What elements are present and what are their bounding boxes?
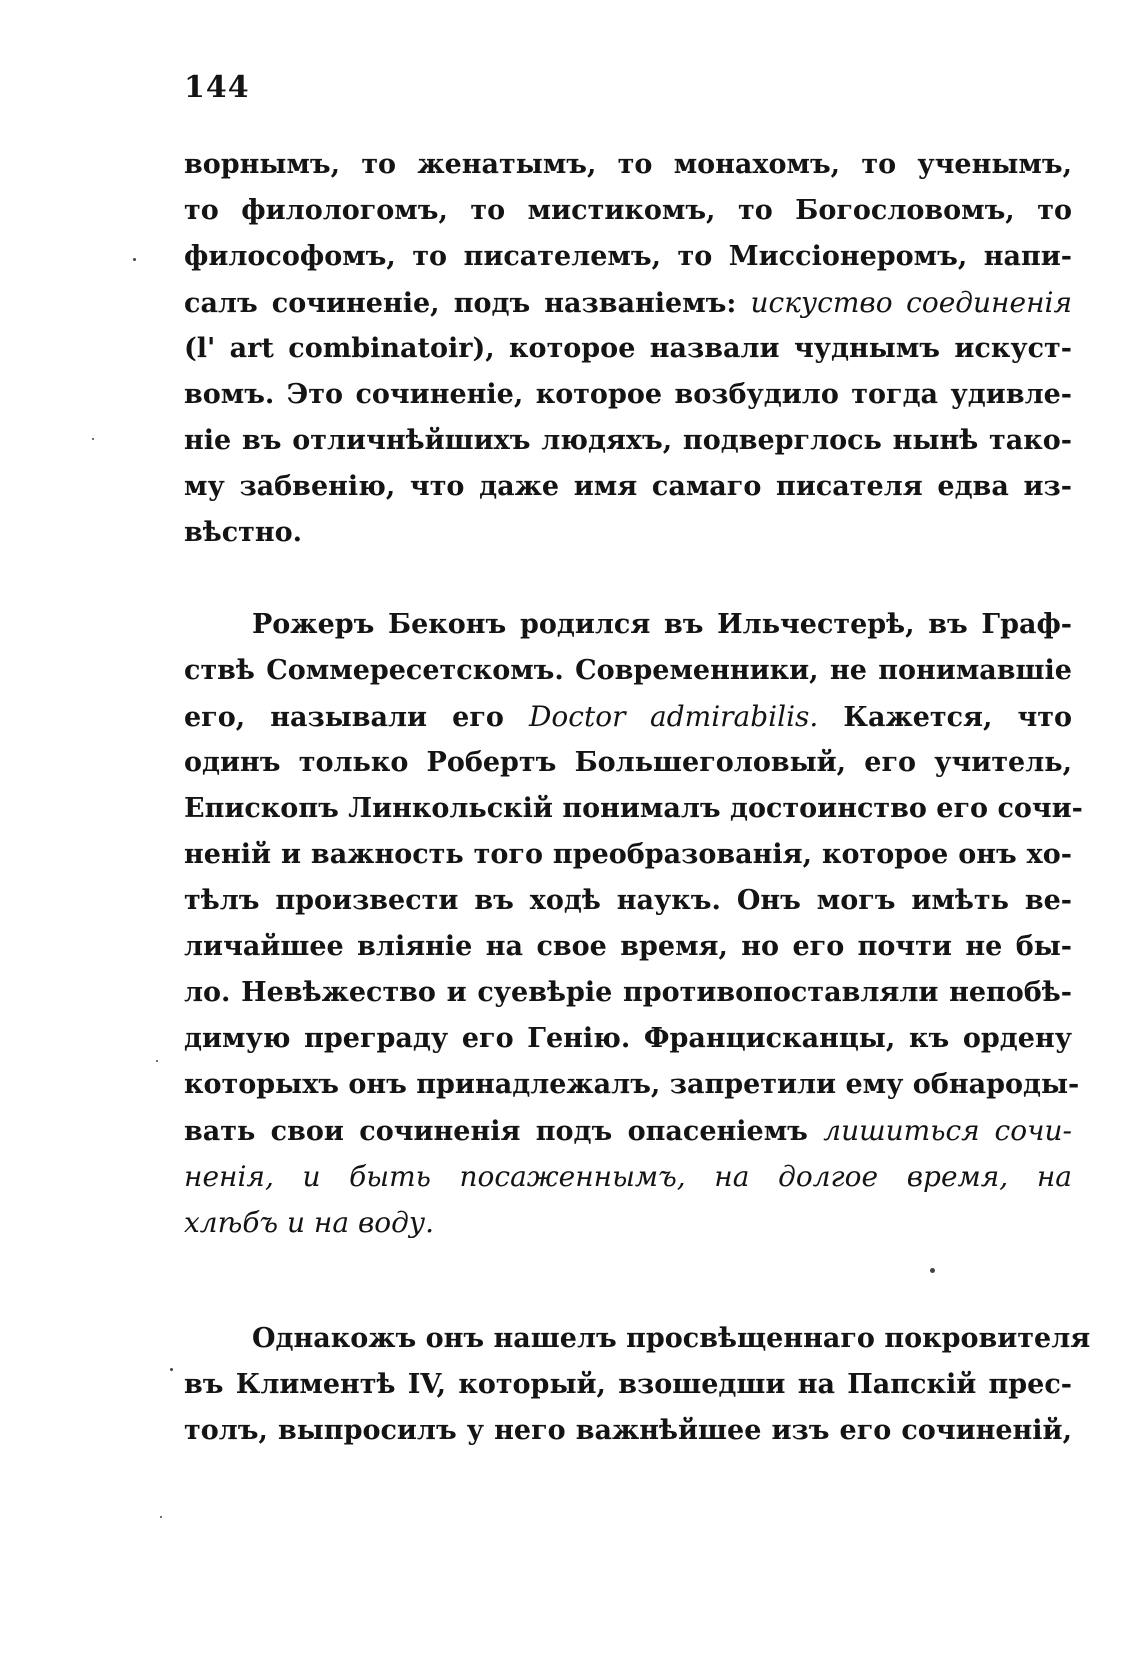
text-line (184, 1017, 1072, 1061)
text-segment: Кажется, что (818, 702, 1072, 733)
italic-text: Doctor admirabilis. (528, 700, 819, 733)
scan-speck (160, 1516, 162, 1518)
text-line (184, 1409, 1072, 1453)
text-line (184, 327, 1072, 371)
text-line (184, 925, 1072, 969)
text-line (184, 1063, 1080, 1107)
text-line (184, 971, 1072, 1015)
text-segment: димую преграду его Генію. Францисканцы, къ ордену (184, 1023, 1072, 1054)
scan-speck (156, 1060, 158, 1062)
text-line (184, 695, 1072, 739)
text-line (184, 235, 1072, 279)
text-segment: вомъ. Это сочиненіе, которое возбудило тогда удивле- (184, 379, 1072, 410)
italic-text: хлѣбъ и на воду. (184, 1206, 434, 1239)
text-line (184, 465, 1072, 509)
scan-speck (92, 438, 94, 440)
italic-text: искуство соединенія (750, 286, 1073, 319)
text-segment: личайшее вліяніе на свое время, но его почти не бы- (184, 931, 1072, 962)
text-segment: Епископъ Линкольскій понималъ достоинство его сочи- (184, 793, 1083, 824)
text-segment: толъ, выпросилъ у него важнѣйшее изъ его сочиненій, (184, 1415, 1072, 1446)
text-line (184, 879, 1072, 923)
italic-text: ненія, и быть посаженнымъ, на долгое время, на (184, 1160, 1072, 1193)
text-segment: одинъ только Робертъ Большеголовый, его учитель, (184, 747, 1072, 778)
text-segment: вѣстно. (184, 517, 303, 548)
text-line (184, 833, 1072, 877)
text-segment: салъ сочиненіе, подъ названіемъ: (184, 288, 751, 319)
text-segment: ствѣ Соммересетскомъ. Современники, не понимавшіе (184, 655, 1072, 686)
text-line (184, 1363, 1072, 1407)
text-line (184, 649, 1072, 693)
scan-speck (170, 1368, 173, 1371)
text-line (252, 603, 1072, 647)
italic-text: лишиться сочи- (823, 1114, 1072, 1147)
text-line (184, 1109, 1072, 1153)
text-line (184, 419, 1072, 463)
text-segment: неній и важность того преобразованія, которое онъ хо- (184, 839, 1072, 870)
text-segment: Однакожъ онъ нашелъ просвѣщеннаго покровителя (252, 1323, 1091, 1354)
text-segment: то филологомъ, то мистикомъ, то Богословомъ, то (184, 195, 1072, 226)
text-segment: му забвенію, что даже имя самаго писателя едва из- (184, 471, 1072, 502)
text-line (252, 1317, 1091, 1361)
text-segment: его, называли его (184, 702, 529, 733)
text-segment: тѣлъ произвести въ ходѣ наукъ. Онъ могъ имѣть ве- (184, 885, 1072, 916)
text-segment: философомъ, то писателемъ, то Миссіонеромъ, напи- (184, 241, 1072, 272)
text-line (184, 281, 1072, 325)
text-line (184, 741, 1072, 785)
text-segment: ворнымъ, то женатымъ, то монахомъ, то ученымъ, (184, 149, 1072, 180)
text-line (184, 189, 1072, 233)
text-segment: которыхъ онъ принадлежалъ, запретили ему обнароды- (184, 1069, 1080, 1100)
text-line (184, 1155, 1072, 1199)
text-line (184, 511, 1072, 555)
text-segment: ло. Невѣжество и суевѣріе противопоставляли непобѣ- (184, 977, 1072, 1008)
text-segment: Рожеръ Беконъ родился въ Ильчестерѣ, въ Граф- (252, 609, 1072, 640)
text-line (184, 787, 1083, 831)
text-line (184, 373, 1072, 417)
scan-speck (133, 258, 136, 261)
scan-speck (930, 1268, 935, 1273)
text-line (184, 143, 1072, 187)
text-line (184, 1201, 1072, 1245)
page-number: 144 (184, 70, 250, 105)
text-segment: въ Климентѣ IV, который, взошедши на Папскій прес- (184, 1369, 1072, 1400)
text-segment: (l' art combinatoir), которое назвали чуднымъ искуст- (184, 333, 1072, 364)
text-segment: вать свои сочиненія подъ опасеніемъ (184, 1116, 824, 1147)
text-segment: ніе въ отличнѣйшихъ людяхъ, подверглось нынѣ тако- (184, 425, 1072, 456)
